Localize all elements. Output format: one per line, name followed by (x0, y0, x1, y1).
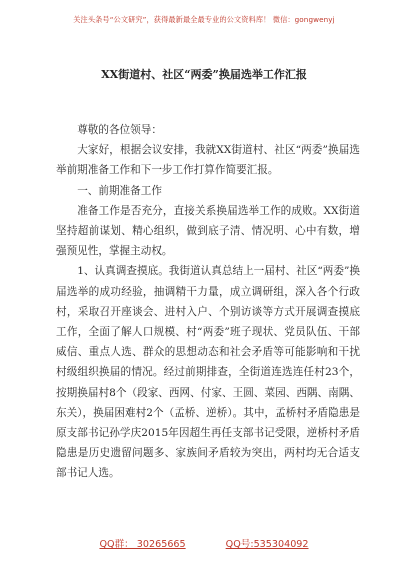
header-note: 关注头条号“公文研究”，获得最新最全最专业的公文资料库！ 微信：gongwenyj (73, 15, 335, 24)
paragraph: 准备工作是否充分，直接关系换届选举工作的成败。XX街道坚持超前谋划、精心组织，做到底子清、情况明、心中有数，增强预见性，掌握主动权。 (56, 204, 360, 258)
header-note-bar (0, 0, 408, 40)
qq-number-link[interactable]: QQ号:535304092 (225, 539, 309, 550)
document-title: XX街道村、社区“两委”换届选举工作汇报 (101, 68, 307, 81)
section-heading: 一、前期准备工作 (77, 184, 162, 197)
salutation: 尊敬的各位领导： (77, 124, 162, 136)
paragraph: 1、认真调查摸底。我街道认真总结上一届村、社区“两委”换届选举的成功经验，抽调精干力量，成立调研组，深入各个行政村，采取召开座谈会、进村入户、个别访谈等方式开展调查摸底工作，全面了解人口规模、村“两委”班子现状、党员队伍、干部威信、重点人选、群众的思想动态和社会矛盾等可能影响和干扰村级组织换届的情况。经过前期排查，全街道连选连任村23个，按期换届村8个（段家、西网、付家、王圆、菜园、西隅、南隅、东关），换届困难村2个（孟桥、逆桥）。其中，孟桥村矛盾隐患是原支部书记孙学庆2015年因超生再任支部书记受限，逆桥村矛盾隐患是历史遗留问题多、家族间矛盾较为突出，两村均无合适支部书记人选。 (56, 265, 360, 480)
qq-group-link[interactable]: QQ群： 30265665 (99, 539, 186, 550)
document-body (56, 120, 360, 484)
paragraph: 大家好，根据会议安排，我就XX街道村、社区“两委”换届选举前期准备工作和下一步工作打算作简要汇报。 (56, 144, 360, 177)
footer-contacts (0, 536, 408, 550)
